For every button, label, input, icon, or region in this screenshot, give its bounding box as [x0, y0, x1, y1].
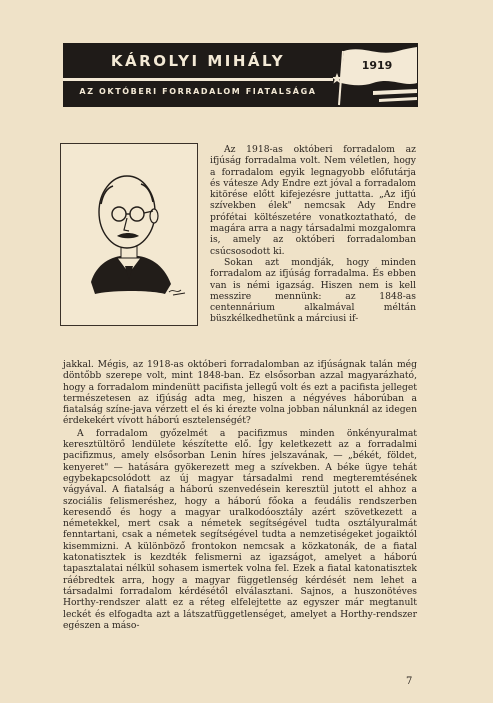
- article-title: KÁROLYI MIHÁLY: [110, 52, 286, 70]
- article-subtitle: AZ OKTÓBERI FORRADALOM FIATALSÁGA: [79, 87, 317, 96]
- intro-column: [210, 144, 416, 325]
- header-banner: [63, 43, 418, 107]
- paragraph-continued: jakkal. Mégis, az 1918-as októberi forradalomban az ifjúságnak talán még döntőbb szerepe volt, mint 1848-ban. Ez elsősorban azzal magyarázható, hogy a forradalom mindenütt pacifista jellegű volt és ezt a pacifista jelleget természetesen az ifjúság adta meg, hiszen a négyéves háborúban a fiatalság színe-java vérzett el és ki érezte volna jobban nálunknál az idegen érdekekért vívott háború esztelenségét?: [63, 359, 417, 427]
- page-number: 7: [406, 676, 413, 687]
- portrait-illustration: [60, 143, 198, 326]
- paragraph-intro: Az 1918-as októberi forradalom az ifjúság forradalma volt. Nem véletlen, hogy a forradalom egyik legnagyobb előfutárja és vátesze Ady Endre ezt jóval a forradalom kitörése előtt kifejezésre juttatta. „Az ifjú szívekben élek" nemcsak Ady Endre prófétai költészetére vonatkoztatható, de magára arra a nagy társadalmi mozgalomra is, amely az októberi forradalomban csúcsosodott ki.: [210, 144, 416, 257]
- banner-divider: [63, 78, 333, 81]
- main-column: [63, 359, 417, 631]
- karolyi-portrait-icon: [61, 144, 197, 325]
- flag-emblem: [333, 43, 418, 107]
- paragraph-third: A forradalom győzelmét a pacifizmus minden önkényuralmat keresztültörő lendülete készítette elő. Így keletkezett az a forradalmi pacifizmus, amely elsősorban Lenin híres jelszavának, — „békét, földet, kenyeret" — hatására gyökerezett meg a szívekben. A béke ügye tehát egybekapcsolódott az új magyar társadalmi rend megteremtésének vágyával. A fiatalság a háború szenvedésein keresztül jutott el ahhoz a szociális felismeréshez, hogy a háború főoka a feudális rendszerben keresendő és hogy a magyar uralkodóosztály azért szövetkezett a németekkel, mert csak a németek segítségével tudta osztályuralmát fenntartani, csak a németek segítségével tudta a nemzetiségeket jogaiktól kisemmizni. A különböző frontokon nemcsak a közkatonák, de a fiatal katonatisztek is kezdték felismerni az igazságot, amelyet a háború tapasztalatai nélkül sohasem ismertek volna fel. Ezek a fiatal katonatisztek ráébredtek arra, hogy a magyar függetlenség kérdését nem lehet a társadalmi forradalom kérdésétől elválasztani. Sajnos, a huszonötéves Horthy-rendszer alatt ez a réteg elfelejtette az egyszer már megtanult leckét és elfogadta azt a látszatfüggetlenséget, amelyet a Horthy-rendszer egészen a máso-: [63, 427, 417, 631]
- paragraph-second: Sokan azt mondják, hogy minden forradalom az ifjúság forradalma. És ebben van is némi igazság. Hiszen nem is kell messzire mennünk: az 1848-as centennárium alkalmával méltán büszkélkedhetünk a márciusi if-: [210, 256, 416, 325]
- flag-icon: [333, 43, 418, 107]
- flag-year: 1919: [361, 59, 393, 72]
